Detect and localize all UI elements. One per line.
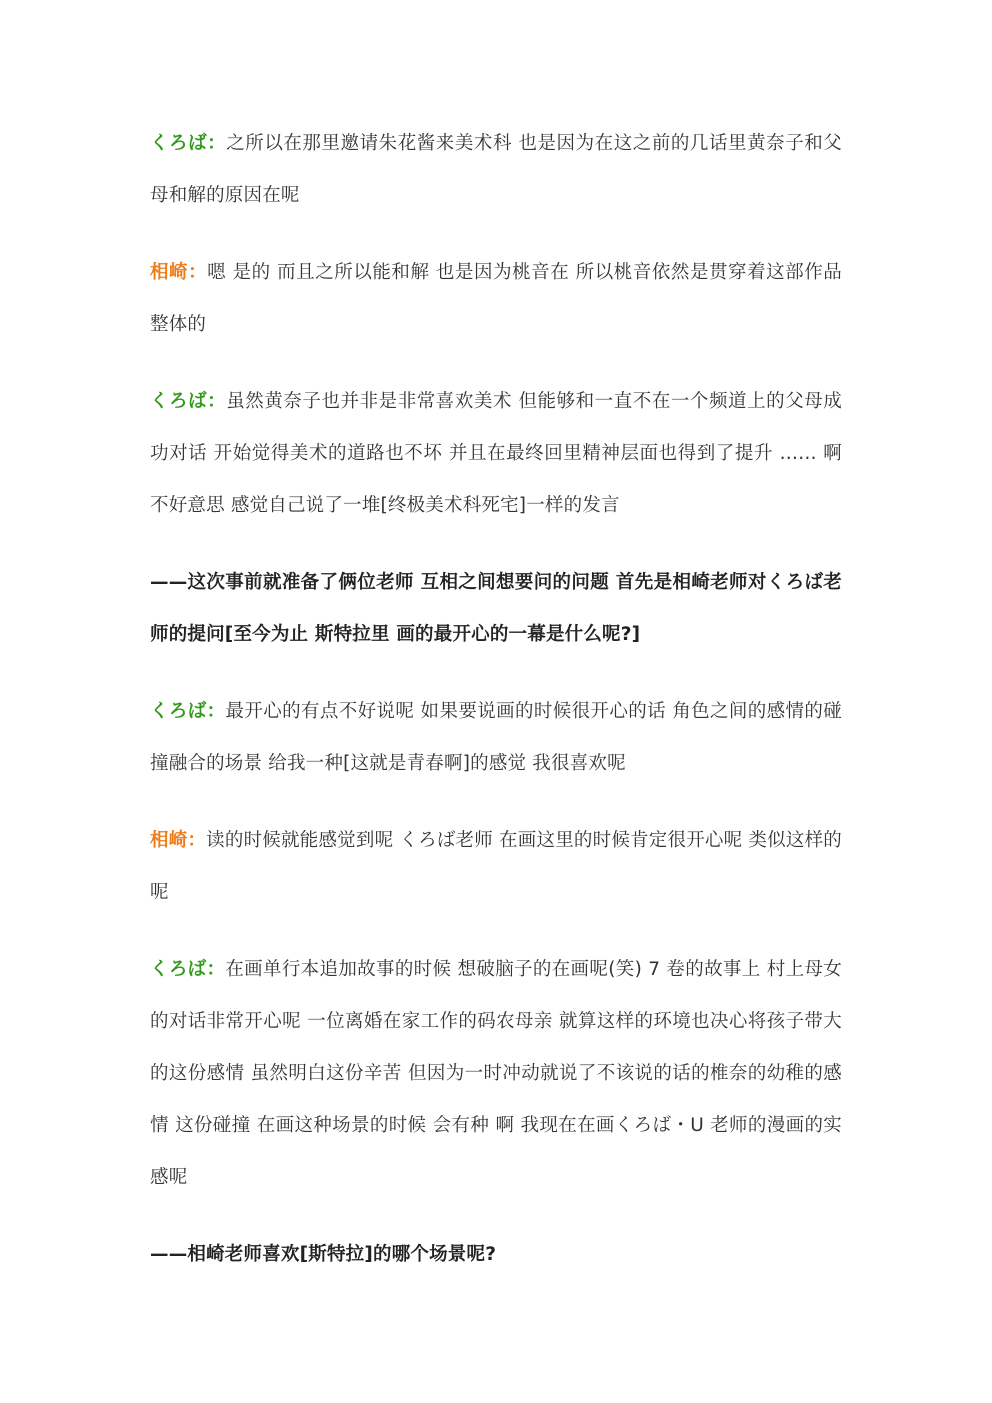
dialogue-paragraph — [150, 376, 842, 532]
dialogue-paragraph — [150, 118, 842, 222]
question-text: ——相崎老师喜欢[斯特拉]的哪个场景呢? — [150, 1244, 497, 1265]
dialogue-text: 虽然黄奈子也并非是非常喜欢美术 但能够和一直不在一个频道上的父母成功对话 开始觉得美术的道路也不坏 并且在最终回里精神层面也得到了提升 …… 啊 不好意思 感觉自己说了一堆[终极美术科死宅]一样的发言 — [150, 391, 842, 516]
speaker-label: くろば： — [150, 701, 226, 722]
dialogue-paragraph — [150, 944, 842, 1204]
speaker-label: 相崎： — [150, 262, 208, 283]
interview-question — [150, 557, 842, 661]
interview-question — [150, 1229, 842, 1281]
speaker-label: 相崎： — [150, 830, 207, 851]
dialogue-paragraph — [150, 686, 842, 790]
dialogue-text: 最开心的有点不好说呢 如果要说画的时候很开心的话 角色之间的感情的碰撞融合的场景 给我一种[这就是青春啊]的感觉 我很喜欢呢 — [150, 701, 842, 774]
speaker-label: くろば： — [150, 391, 227, 412]
dialogue-text: 之所以在那里邀请朱花酱来美术科 也是因为在这之前的几话里黄奈子和父母和解的原因在呢 — [150, 133, 842, 206]
question-text: ——这次事前就准备了俩位老师 互相之间想要问的问题 首先是相崎老师对くろば老师的提问[至今为止 斯特拉里 画的最开心的一幕是什么呢?] — [150, 572, 842, 645]
dialogue-paragraph — [150, 247, 842, 351]
document-page — [150, 118, 842, 1306]
dialogue-text: 读的时候就能感觉到呢 くろば老师 在画这里的时候肯定很开心呢 类似这样的呢 — [150, 830, 842, 903]
dialogue-text: 嗯 是的 而且之所以能和解 也是因为桃音在 所以桃音依然是贯穿着这部作品整体的 — [150, 262, 842, 335]
speaker-label: くろば： — [150, 133, 227, 154]
dialogue-text: 在画单行本追加故事的时候 想破脑子的在画呢(笑) 7 卷的故事上 村上母女的对话非常开心呢 一位离婚在家工作的码农母亲 就算这样的环境也决心将孩子带大的这份感情 虽然明白这份辛苦 但因为一时冲动就说了不该说的话的椎奈的幼稚的感情 这份碰撞 在画这种场景的时候 会有种 啊 我现在在画くろば・U 老师的漫画的实感呢 — [150, 959, 842, 1188]
speaker-label: くろば： — [150, 959, 226, 980]
dialogue-paragraph — [150, 815, 842, 919]
